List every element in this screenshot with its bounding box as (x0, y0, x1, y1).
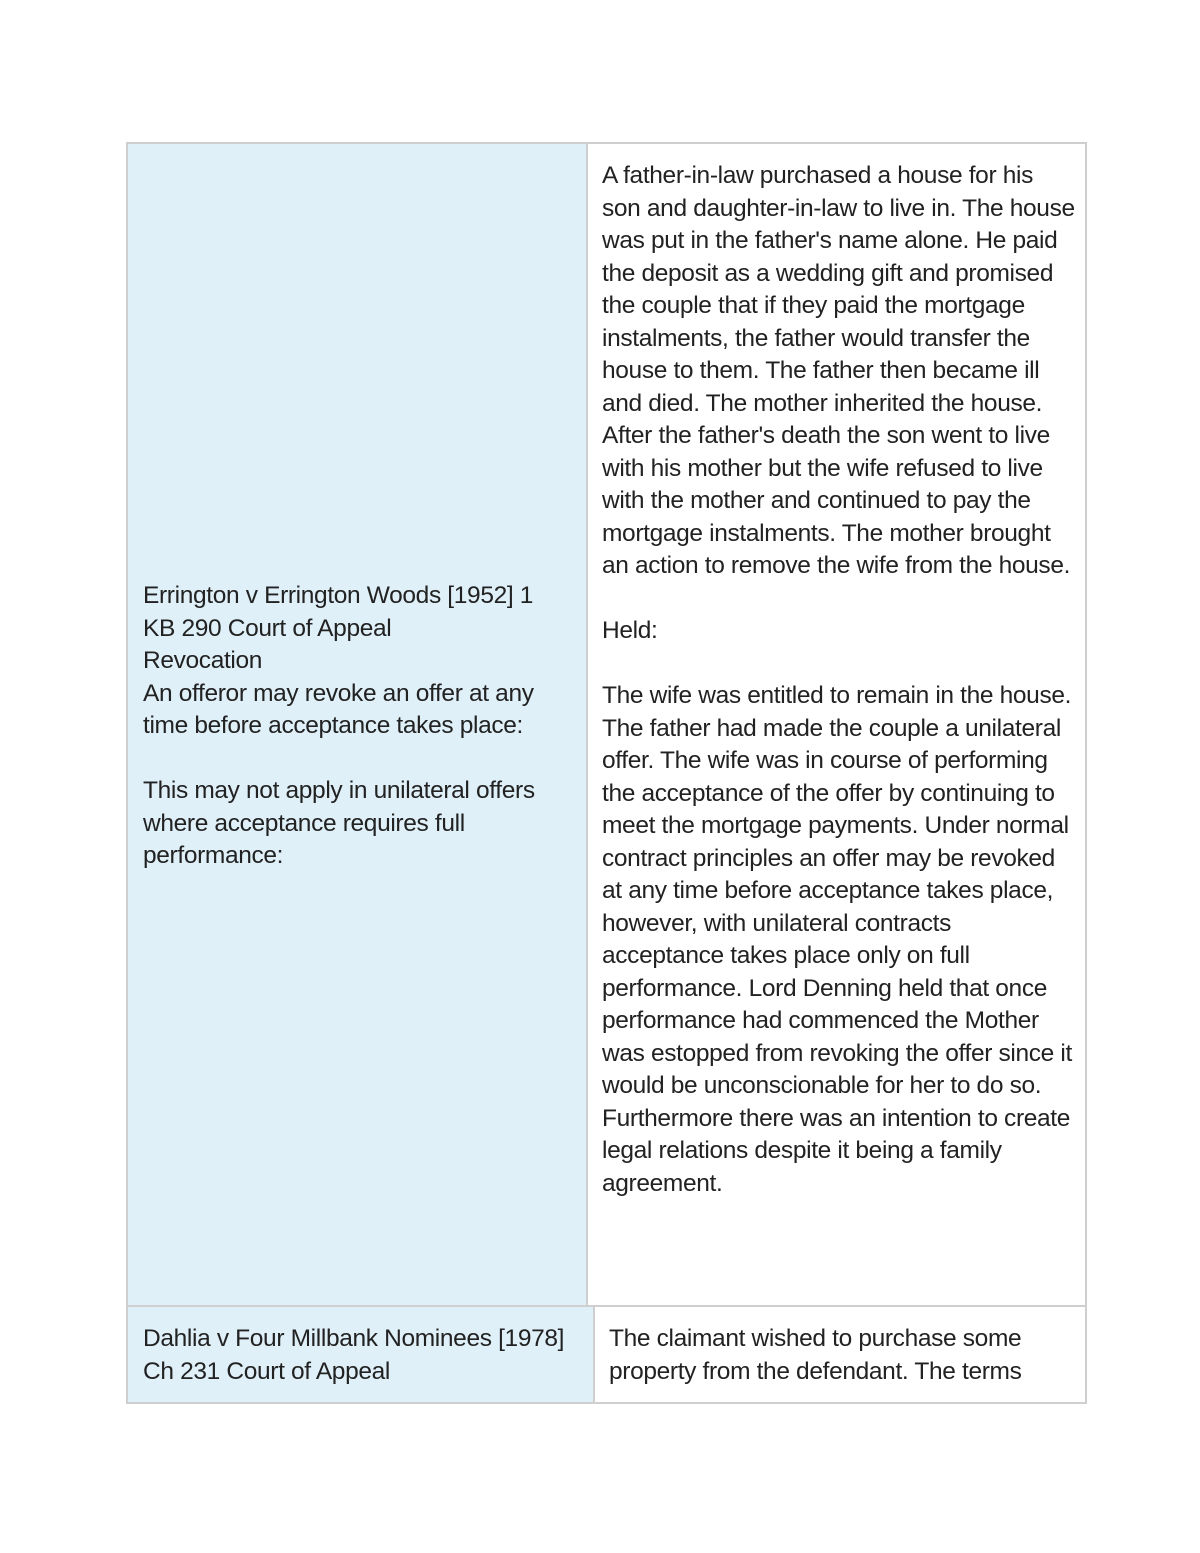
case-detail-cell (595, 1307, 1085, 1402)
case-title: Dahlia v Four Millbank Nominees [1978] Ch 231 Court of Appeal (143, 1325, 571, 1385)
table-row (128, 144, 1085, 1305)
case-facts: The claimant wished to purchase some property from the defendant. The terms (609, 1325, 1028, 1385)
case-summary (143, 580, 583, 873)
case-name-cell (128, 1307, 595, 1402)
case-table (126, 142, 1087, 1404)
case-title-line-2: KB 290 Court of Appeal (143, 614, 392, 642)
table-row (128, 1305, 1085, 1402)
case-rule: An offeror may revoke an offer at any time before acceptance takes place: (143, 679, 541, 739)
case-detail (588, 144, 1085, 1200)
case-topic: Revocation (143, 647, 263, 674)
case-title-line-1: Errington v Errington Woods [1952] 1 (143, 582, 534, 609)
spacer (143, 743, 583, 776)
case-detail-cell (588, 144, 1085, 1305)
case-exception: This may not apply in unilateral offers where acceptance requires full performance: (143, 777, 542, 869)
held-label: Held: (602, 617, 658, 644)
case-facts: A father-in-law purchased a house for his son and daughter-in-law to live in. The house was put in the father's name alone. He paid the deposit as a wedding gift and promised the couple that if they paid the mortgage instalments, the father would transfer the house to them. The father then became ill and died. The mother inherited the house. After the father's death the son went to live with his mother but the wife refused to live with the mother and continued to pay the mortgage instalments. The mother brought an action to remove the wife from the house. (602, 162, 1082, 579)
spacer (602, 648, 1075, 681)
spacer (602, 583, 1075, 616)
case-name-cell (128, 144, 588, 1305)
case-held: The wife was entitled to remain in the house. The father had made the couple a unilateral offer. The wife was in course of performing the acceptance of the offer by continuing to meet the mortgage payments. Under normal contract principles an offer may be revoked at any time before acceptance takes place, however, with unilateral contracts acceptance takes place only on full performance. Lord Denning held that once performance had commenced the Mother was estopped from revoking the offer since it would be unconscionable for her to do so. Furthermore there was an intention to create legal relations despite it being a family agreement. (602, 682, 1079, 1197)
